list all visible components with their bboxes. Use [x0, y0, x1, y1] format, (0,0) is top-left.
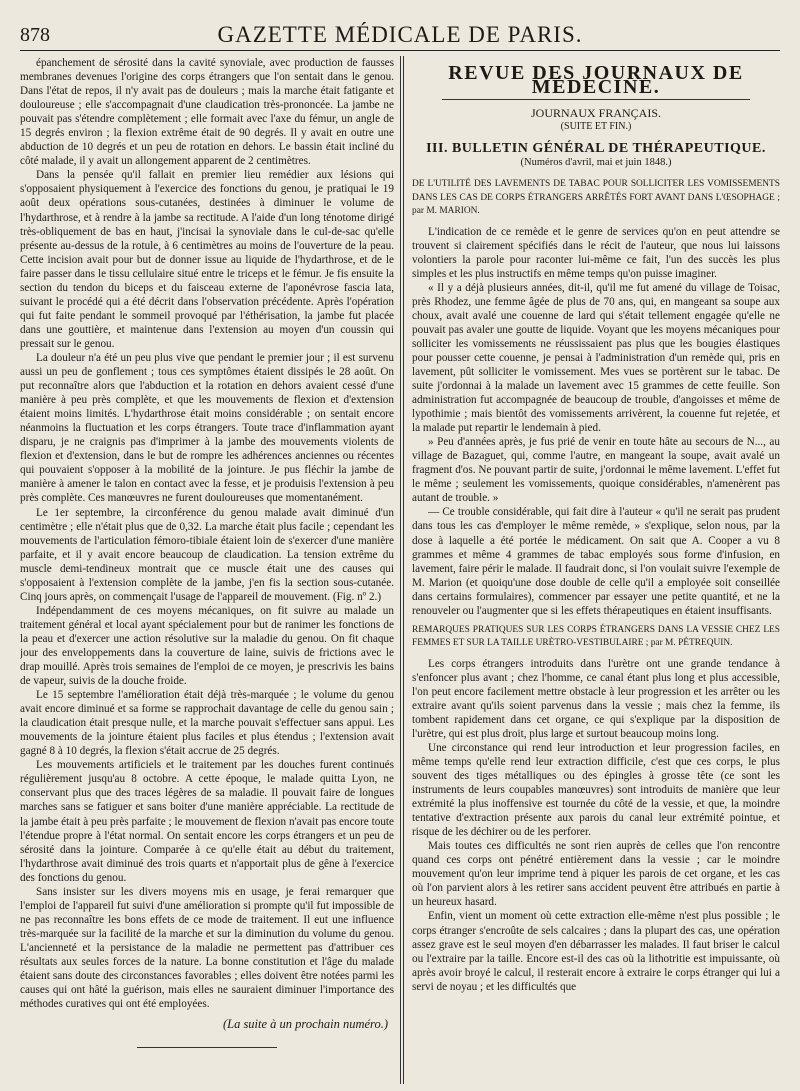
bulletin-title: III. BULLETIN GÉNÉRAL DE THÉRAPEUTIQUE. — [426, 141, 766, 157]
left-paragraph: épanchement de sérosité dans la cavité synoviale, avec production de fausses membranes devenues l'origine des corps étrangers que l'on sentait dans le genou. Dans l'état de repos, il n'y avait pas de douleurs ; mais la marche était fatigante et douloureuse ; elle s'accompagnait d'une claudication très-prononcée. La jambe ne pouvait pas s'étendre complètement ; elle formait avec l'axe du fémur, un angle de 15 degrés environ ; la flexion extrême était de 90 degrés. Il y avait en outre une abduction de 10 degrés et un peu de rotation en dehors. Le bassin était incliné du côté malade, il y avait un allongement apparent de 2 centimètres. — [20, 57, 394, 168]
article-paragraph: Une circonstance qui rend leur introduction et leur progression faciles, en même temps qu'elle rend leur extraction difficile, c'est que ces corps, le plus souvent des tiges métalliques ou des épingles à grosse tête (ce sont les instruments de leurs coupables manœuvres) sont introduits de manière que leur extrémité la plus inoffensive est tournée du côté de la vessie, et que, la moindre tentative d'extraction présente aux parois du canal leur extrémité pointue, et risque de les déchirer ou de les perforer. — [412, 741, 780, 839]
page-header — [20, 18, 780, 51]
article-paragraph: — Ce trouble considérable, qui fait dire à l'auteur « qu'il ne serait pas prudent dans tous les cas d'employer le même remède, » s'explique, selon nous, par la dose à laquelle a été portée le médicament. On sait que A. Cooper a vu 8 grammes et même 4 grammes de tabac employés sous forme d'infusion, en lavement, faire périr le malade. Il faudrait donc, si l'on voulait suivre l'exemple de M. Marion (et quoiqu'une dose double de celle qu'il a employée soit conseillée dans certains formulaires), commencer par essayer une petite quantité, et ne la renouveler ou l'augmenter que si les effets thérapeutiques en étaient insuffisants. — [412, 506, 780, 617]
article-heading: REMARQUES PRATIQUES SUR LES CORPS ÉTRANGERS DANS LA VESSIE CHEZ LES FEMMES ET SUR LA TAILLE URÈTRO-VESTIBULAIRE ; par M. PÉTREQUIN. — [412, 624, 780, 649]
page-number: 878 — [20, 24, 50, 46]
article-paragraph: « Il y a déjà plusieurs années, dit-il, qu'il me fut amené du village de Toisac, près Rhodez, une femme âgée de plus de 70 ans, qui, en mangeant sa soupe aux choux, avait avalé une couenne de lard qui s'était tellement engagée qu'elle ne pouvait pas avaler une goutte de liquide. Voyant que les moyens mécaniques pour solliciter les vomissements ne réussissaient pas plus que les bougies élastiques pour pousser cette couenne, je pensai à l'administration d'un remède qui, pris en lavement, pût solliciter le vomissement. Mes vues se portèrent sur le tabac. De suite j'ordonnai à la malade un lavement avec 15 grammes de cette feuille. Son administration fut accompagnée de beaucoup de trouble, d'angoisses et même de lypothimie ; mais bientôt des vomissements arrivèrent, la couenne fut rejetée, et la malade put repartir le lendemain à pied. — [412, 281, 780, 435]
left-paragraph: Sans insister sur les divers moyens mis en usage, je ferai remarquer que l'emploi de l'appareil fut suivi d'une amélioration si prompte qu'il fut impossible de ne pas reconnaître les bons effets de ce mode de traitement. Il eut une influence très-marquée sur la facilité de la marche et sur la diminution du volume du genou. L'ancienneté et la persistance de la maladie ne permettent pas d'attribuer ces résultats aux seules forces de la nature. La bonne constitution et l'âge du malade étaient sans doute des circonstances favorables ; elles doivent être notées parmi les causes qui ont hâté la guérison, mais elles ne sauraient diminuer l'importance des méthodes curatives qui ont été employées. — [20, 885, 394, 1011]
left-paragraph: Dans la pensée qu'il fallait en premier lieu remédier aux lésions qui s'opposaient physiquement à l'exercice des fonctions du genou, je pratiquai le 19 août deux opérations sous-cutanées, destinées à diminuer le volume de l'hydarthrose, et à rendre à la jambe sa rectitude. A l'aide d'un long ténotome dirigé très-obliquement de bas en haut, j'incisai la synoviale dans le cul-de-sac qu'elle présente au-dessus de la rotule, à 6 centimètres au moins de l'ouverture de la peau. Cette incision avait pour but de donner issue au liquide de l'hydarthrose, et de le faire passer dans le tissu cellulaire situé entre le triceps et le fémur. Je fis ensuite la section du tendon du biceps et du faisceau externe de l'aponévrose fascia lata, suivant le procédé qui a été décrit dans l'observation précédente. Après l'opération qui fut faite pendant le sommeil provoqué par l'éthérisation, la jambe fut placée dans une gouttière, et maintenue dans l'extension au moyen d'un coussin qui pressait sur le genou. — [20, 169, 394, 350]
section-title-rule — [442, 99, 750, 100]
article-paragraph: Mais toutes ces difficultés ne sont rien auprès de celles que l'on rencontre quand ces corps ont pénétré entièrement dans la vessie ; car le moindre mouvement qu'on leur imprime tend à piquer les parois de cet organe, et les cas où l'on parvient alors à les retirer sans accident peuvent être attribués en partie à un heureux hasard. — [412, 840, 780, 909]
right-column — [412, 56, 780, 1081]
article-paragraph: » Peu d'années après, je fus prié de venir en toute hâte au secours de N..., au village de Bazaguet, qui, comme l'autre, en mangeant la soupe, avait avalé un fragment d'os. Ne pouvant partir de suite, j'ordonnai le même lavement. L'effet fut le même ; seulement les vomissements, quoique considérables, n'amenèrent pas autant de trouble. » — [412, 436, 780, 505]
end-rule — [137, 1047, 277, 1048]
left-column — [20, 56, 394, 1081]
column-divider-left — [400, 56, 401, 1084]
article-heading: DE L'UTILITÉ DES LAVEMENTS DE TABAC POUR SOLLICITER LES VOMISSEMENTS DANS LES CAS DE CORPS ÉTRANGERS ARRÊTÉS FORT AVANT DANS L'ŒSOPHAGE ; par M. MARION. — [412, 179, 780, 217]
section-title: REVUE DES JOURNAUX DE MÉDECINE. — [448, 62, 744, 99]
left-paragraph: Les mouvements artificiels et le traitement par les douches furent continués régulièrement jusqu'au 8 octobre. A cette époque, le malade quitta Lyon, ne conservant plus que des traces légères de sa maladie. Il pouvait faire de longues marches sans se fatiguer et sans boiter d'une manière appréciable. La rectitude de la jambe était à peu près parfaite ; le mouvement de flexion n'avait pas encore toute l'étendue propre à l'état normal. On sentait encore les corps étrangers et un peu de sérosité dans la jointure. Comparée à ce qu'elle était au début du traitement, l'hydarthrose avait diminué des trois quarts et n'apportait plus de gêne à l'exercice des fonctions du genou. — [20, 759, 394, 884]
journal-title: GAZETTE MÉDICALE DE PARIS. — [217, 22, 583, 47]
article-paragraph: Enfin, vient un moment où cette extraction elle-même n'est plus possible ; le corps étranger s'encroûte de sels calcaires ; dans la plupart des cas, une opération assez grave est le seul moyen d'en débarrasser les malades. Il faut briser le calcul ou l'extraire par la taille. Encore est-il des cas où la lithotritie est impuissante, où après avoir broyé le calcul, il resterait encore à extraire le corps étranger qui lui a servi de noyau ; et les difficultés que — [412, 910, 780, 993]
left-paragraph: Le 15 septembre l'amélioration était déjà très-marquée ; le volume du genou avait encore diminué et sa forme se rapprochait davantage de celle du genou sain ; la claudication était presque nulle, et la marche pouvait s'effectuer sans appui. Les mouvements de la jointure étaient plus faciles et plus étendus ; l'extension avait gagné 8 à 10 degrés, la flexion s'était accrue de 25 degrés. — [20, 689, 394, 758]
subsection-title: JOURNAUX FRANÇAIS. — [530, 106, 662, 121]
column-divider-right — [403, 56, 404, 1084]
left-paragraph: La douleur n'a été un peu plus vive que pendant le premier jour ; il est survenu aussi un peu de gonflement ; tous ces symptômes étaient dissipés le 28 août. On put reconnaître alors que l'abduction et la rotation en dehors avaient cessé d'une manière à peu près complète, et que les mouvements de flexion et d'extension étaient moins limités. L'hydarthrose était moins considérable ; on sentait encore néanmoins la fluctuation et les corps étrangers. Toute trace d'inflammation ayant disparu, je ne craignis pas d'imprimer à la jambe des mouvements violents de flexion et d'extension, dans le but de rompre les adhérences anciennes ou récentes qui pouvaient s'opposer à la mobilité de la jointure. Je pus fléchir la jambe de manière à amener le talon en contact avec la fesse, et je produisis l'extension à peu près complète. Ces manœuvres ne furent douloureuses que momentanément. — [20, 351, 394, 505]
left-paragraph: Indépendamment de ces moyens mécaniques, on fit suivre au malade un traitement général et local ayant spécialement pour but de ranimer les fonctions de la peau et d'exercer une action résolutive sur la maladie du genou. On fit chaque jour des enveloppements dans la couverture de laine, suivis de frictions avec le drap mouillé. Après trois semaines de l'emploi de ce moyen, je prescrivis les bains de vapeur, suivis de la douche froide. — [20, 604, 394, 688]
issue-info: (Numéros d'avril, mai et juin 1848.) — [520, 157, 672, 169]
article-paragraph: L'indication de ce remède et le genre de services qu'on en peut attendre se trouvent si clairement spécifiés dans le récit de l'auteur, que nous lui laissons volontiers la parole pour raconter lui-même ce fait, l'un des succès les plus simples et les plus instructifs en même temps qu'on puisse imaginer. — [412, 225, 780, 280]
continuation-label: (SUITE ET FIN.) — [560, 121, 632, 133]
left-paragraph: Le 1er septembre, la circonférence du genou malade avait diminué d'un centimètre ; elle n'était plus que de 0,32. La marche était plus facile ; cependant les mouvements de l'articulation fémoro-tibiale étaient loin de s'exercer d'une manière parfaite, et il y avait encore beaucoup de claudication. La tension extrême du muscle demi-tendineux montrait que ce muscle était une des causes qui s'opposaient à l'extension complète de la jambe, j'en fis la section sous-cutanée. Cinq jours après, on commençait l'usage de l'appareil de mouvement. (Fig. nº 2.) — [20, 506, 394, 603]
article-paragraph: Les corps étrangers introduits dans l'urètre ont une grande tendance à s'enfoncer plus avant ; chez l'homme, ce canal étant plus long et plus accessible, l'on peut encore facilement mettre obstacle à leur progression et les arrêter ou les extraire avant qu'ils soient parvenus dans la vessie ; mais chez la femme, ils tombent rapidement dans cet organe, ce qui s'explique par la disposition de l'urètre, qui est plus droit, plus large et surtout beaucoup moins long. — [412, 657, 780, 740]
continuation-note: (La suite à un prochain numéro.) — [222, 1017, 388, 1032]
